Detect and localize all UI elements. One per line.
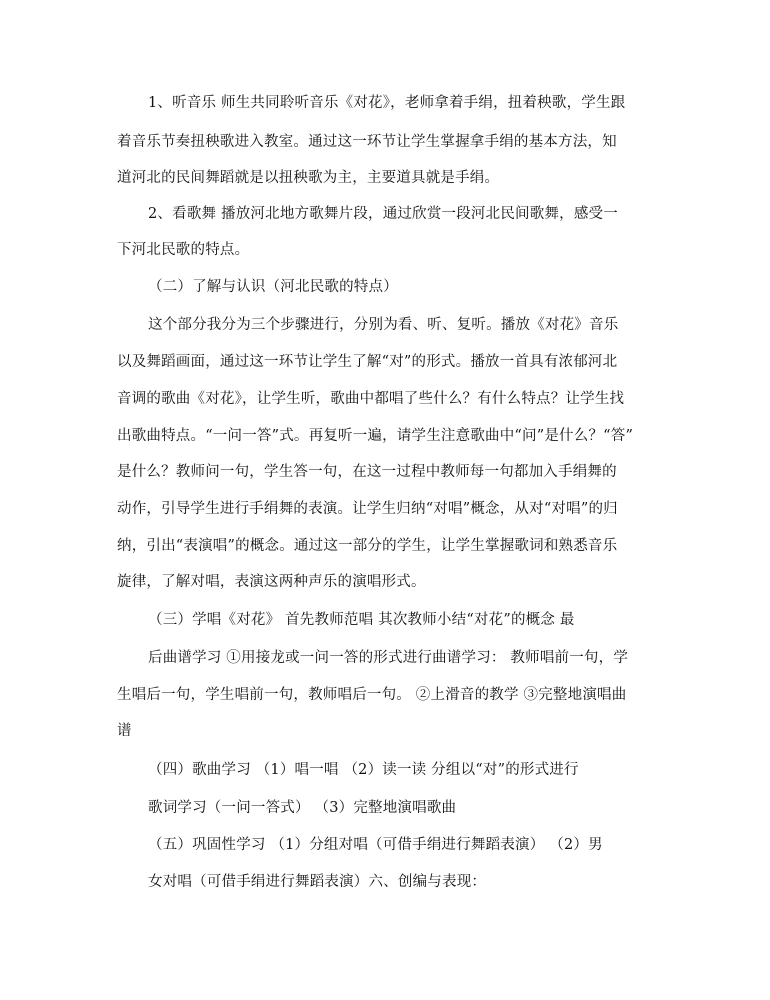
text-line: 着音乐节奏扭秧歌进入教室。通过这一环节让学生掌握拿手绢的基本方法，知 [117, 134, 617, 150]
text-line: 道河北的民间舞蹈就是以扭秧歌为主，主要道具就是手绢。 [117, 170, 500, 186]
text-line: 音调的歌曲《对花》，让学生听，歌曲中都唱了些什么？有什么特点？让学生找 [117, 391, 625, 407]
section-heading: （五）巩固性学习 （1）分组对唱（可借手绢进行舞蹈表演） （2）男 [148, 837, 603, 853]
text-line: 1、听音乐 师生共同聆听音乐《对花》，老师拿着手绢，扭着秧歌，学生跟 [148, 95, 626, 111]
text-line: 2、看歌舞 播放河北地方歌舞片段，通过欣赏一段河北民间歌舞，感受一 [148, 206, 618, 222]
section-heading: （四）歌曲学习 （1）唱一唱 （2）读一读 分组以“对”的形式进行 [148, 762, 579, 778]
text-line: 后曲谱学习 ①用接龙或一问一答的形式进行曲谱学习： 教师唱前一句，学 [148, 650, 629, 666]
section-heading: （三）学唱《对花》 首先教师范唱 其次教师小结“对花”的概念 最 [148, 612, 575, 628]
text-line: 生唱后一句，学生唱前一句，教师唱后一句。 ②上滑音的教学 ③完整地演唱曲 [117, 687, 627, 703]
text-line: 是什么？教师问一句，学生答一句，在这一过程中教师每一句都加入手绢舞的 [117, 464, 617, 480]
text-line: 旋律，了解对唱，表演这两种声乐的演唱形式。 [117, 574, 426, 590]
text-line: 纳，引出“表演唱”的概念。通过这一部分的学生，让学生掌握歌词和熟悉音乐 [117, 538, 618, 554]
text-line: 这个部分我分为三个步骤进行，分别为看、听、复听。播放《对花》音乐 [148, 317, 619, 333]
text-line: 动作，引导学生进行手绢舞的表演。让学生归纳“对唱”概念，从对“对唱”的归 [117, 501, 618, 517]
section-heading: （二）了解与认识（河北民歌的特点） [148, 279, 398, 295]
text-line: 歌词学习（一问一答式） （3）完整地演唱歌曲 [148, 800, 457, 816]
text-line: 女对唱（可借手绢进行舞蹈表演）六、创编与表现： [148, 874, 487, 890]
text-line: 下河北民歌的特点。 [117, 242, 250, 258]
text-line: 以及舞蹈画面，通过这一环节让学生了解“对”的形式。播放一首具有浓郁河北 [117, 354, 618, 370]
text-line: 出歌曲特点。“一问一答”式。再复听一遍，请学生注意歌曲中“问”是什么？“答” [117, 428, 634, 444]
text-line: 谱 [117, 723, 132, 739]
